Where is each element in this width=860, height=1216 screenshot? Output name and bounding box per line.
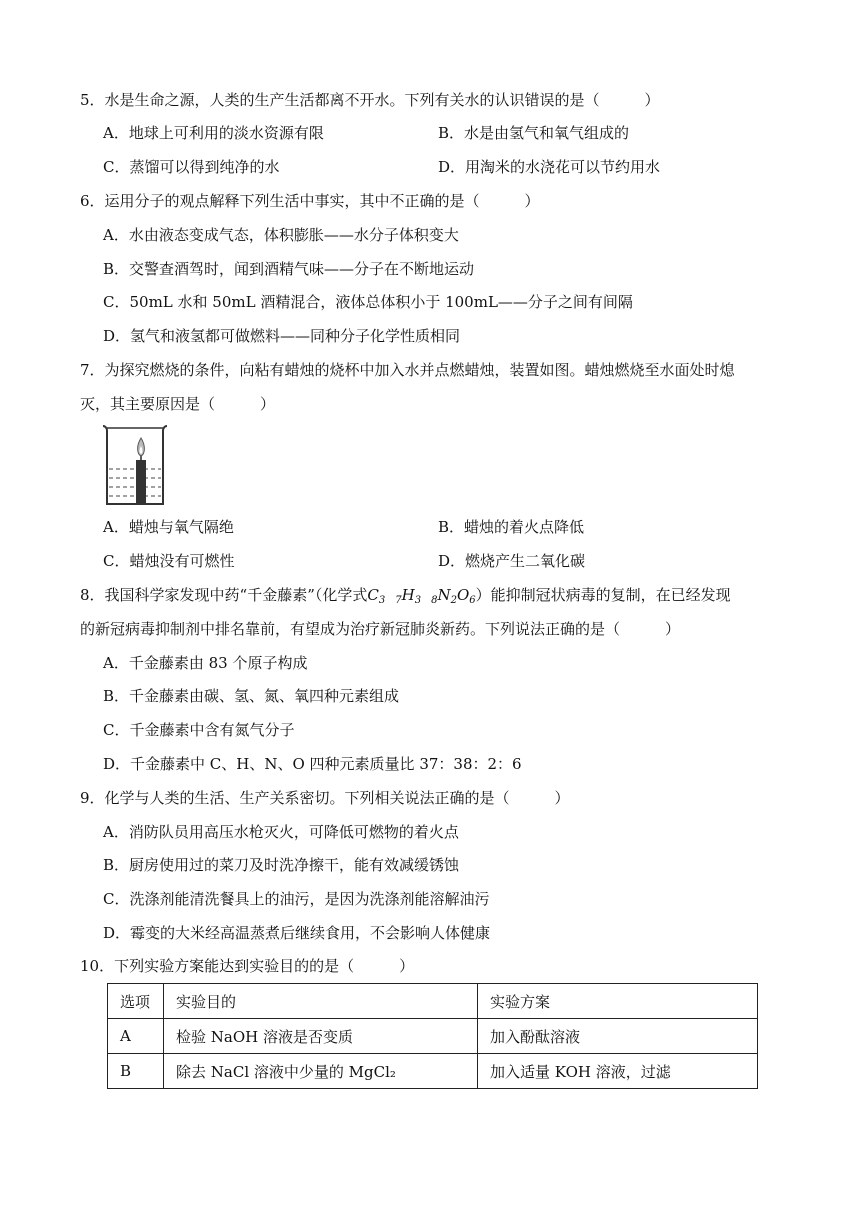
question-8-stem-line2: 的新冠病毒抑制剂中排名靠前，有望成为治疗新冠肺炎新药。下列说法正确的是（ ） xyxy=(80,620,681,638)
chemical-formula: $C_{3 7}H_{3 8}N_2O_6$ xyxy=(367,586,476,606)
q6-option-c: C．50mL 水和 50mL 酒精混合，液体总体积小于 100mL——分子之间有间隔 xyxy=(103,293,633,311)
q9-option-c: C．洗涤剂能清洗餐具上的油污，是因为洗涤剂能溶解油污 xyxy=(103,890,490,908)
water-lines xyxy=(109,469,161,496)
question-6-stem: 6．运用分子的观点解释下列生活中事实，其中不正确的是（ ） xyxy=(80,192,540,210)
q5-option-b: B．水是由氢气和氧气组成的 xyxy=(438,124,630,142)
beaker-outline xyxy=(103,426,167,504)
table-row xyxy=(108,1054,758,1089)
q9-option-b: B．厨房使用过的菜刀及时洗净擦干，能有效减缓锈蚀 xyxy=(103,856,460,874)
q7-option-a: A．蜡烛与氧气隔绝 xyxy=(103,518,234,536)
q9-option-a: A．消防队员用高压水枪灭火，可降低可燃物的着火点 xyxy=(103,823,459,841)
question-9-stem: 9．化学与人类的生活、生产关系密切。下列相关说法正确的是（ ） xyxy=(80,789,570,807)
question-7-stem-line1: 7．为探究燃烧的条件，向粘有蜡烛的烧杯中加入水并点燃蜡烛，装置如图。蜡烛燃烧至水面处时熄 xyxy=(80,361,735,379)
table-header-cell: 实验方案 xyxy=(478,984,758,1019)
table-row xyxy=(108,1019,758,1054)
table-cell: 除去 NaCl 溶液中少量的 MgCl₂ xyxy=(164,1054,478,1089)
table-cell: A xyxy=(108,1019,164,1054)
q8-option-a: A．千金藤素由 83 个原子构成 xyxy=(103,654,308,672)
q6-option-a: A．水由液态变成气态，体积膨胀——水分子体积变大 xyxy=(103,226,459,244)
q5-option-a: A．地球上可利用的淡水资源有限 xyxy=(103,124,324,142)
q8-option-b: B．千金藤素由碳、氢、氮、氧四种元素组成 xyxy=(103,687,400,705)
beaker-candle-figure xyxy=(100,422,168,508)
q5-option-d: D．用淘米的水浇花可以节约用水 xyxy=(438,158,661,176)
q6-option-b: B．交警查酒驾时，闻到酒精气味——分子在不断地运动 xyxy=(103,260,475,278)
table-header-cell: 选项 xyxy=(108,984,164,1019)
q7-option-c: C．蜡烛没有可燃性 xyxy=(103,552,235,570)
table-header-cell: 实验目的 xyxy=(164,984,478,1019)
table-cell: 检验 NaOH 溶液是否变质 xyxy=(164,1019,478,1054)
table-cell: 加入适量 KOH 溶液，过滤 xyxy=(478,1054,758,1089)
q8-option-c: C．千金藤素中含有氮气分子 xyxy=(103,721,295,739)
question-8-stem-line1 xyxy=(80,585,731,611)
q7-option-d: D．燃烧产生二氧化碳 xyxy=(438,552,586,570)
q6-option-d: D．氢气和液氢都可做燃料——同种分子化学性质相同 xyxy=(103,327,461,345)
q8-stem-part1: 8．我国科学家发现中药“千金藤素”（化学式 xyxy=(80,586,368,604)
table-header-row xyxy=(108,984,758,1019)
q8-option-d: D．千金藤素中 C、H、N、O 四种元素质量比 37：38：2：6 xyxy=(103,755,522,773)
table-cell: 加入酚酞溶液 xyxy=(478,1019,758,1054)
experiment-table xyxy=(107,983,758,1089)
question-7-stem-line2: 灭，其主要原因是（ ） xyxy=(80,395,276,413)
table-cell: B xyxy=(108,1054,164,1089)
q7-option-b: B．蜡烛的着火点降低 xyxy=(438,518,585,536)
q5-option-c: C．蒸馏可以得到纯净的水 xyxy=(103,158,280,176)
q8-stem-part2: ）能抑制冠状病毒的复制，在已经发现 xyxy=(475,586,731,604)
question-5-stem: 5．水是生命之源，人类的生产生活都离不开水。下列有关水的认识错误的是（ ） xyxy=(80,91,660,109)
candle-icon xyxy=(136,460,146,504)
question-10-stem: 10．下列实验方案能达到实验目的的是（ ） xyxy=(80,957,415,975)
q9-option-d: D．霉变的大米经高温蒸煮后继续食用，不会影响人体健康 xyxy=(103,924,491,942)
